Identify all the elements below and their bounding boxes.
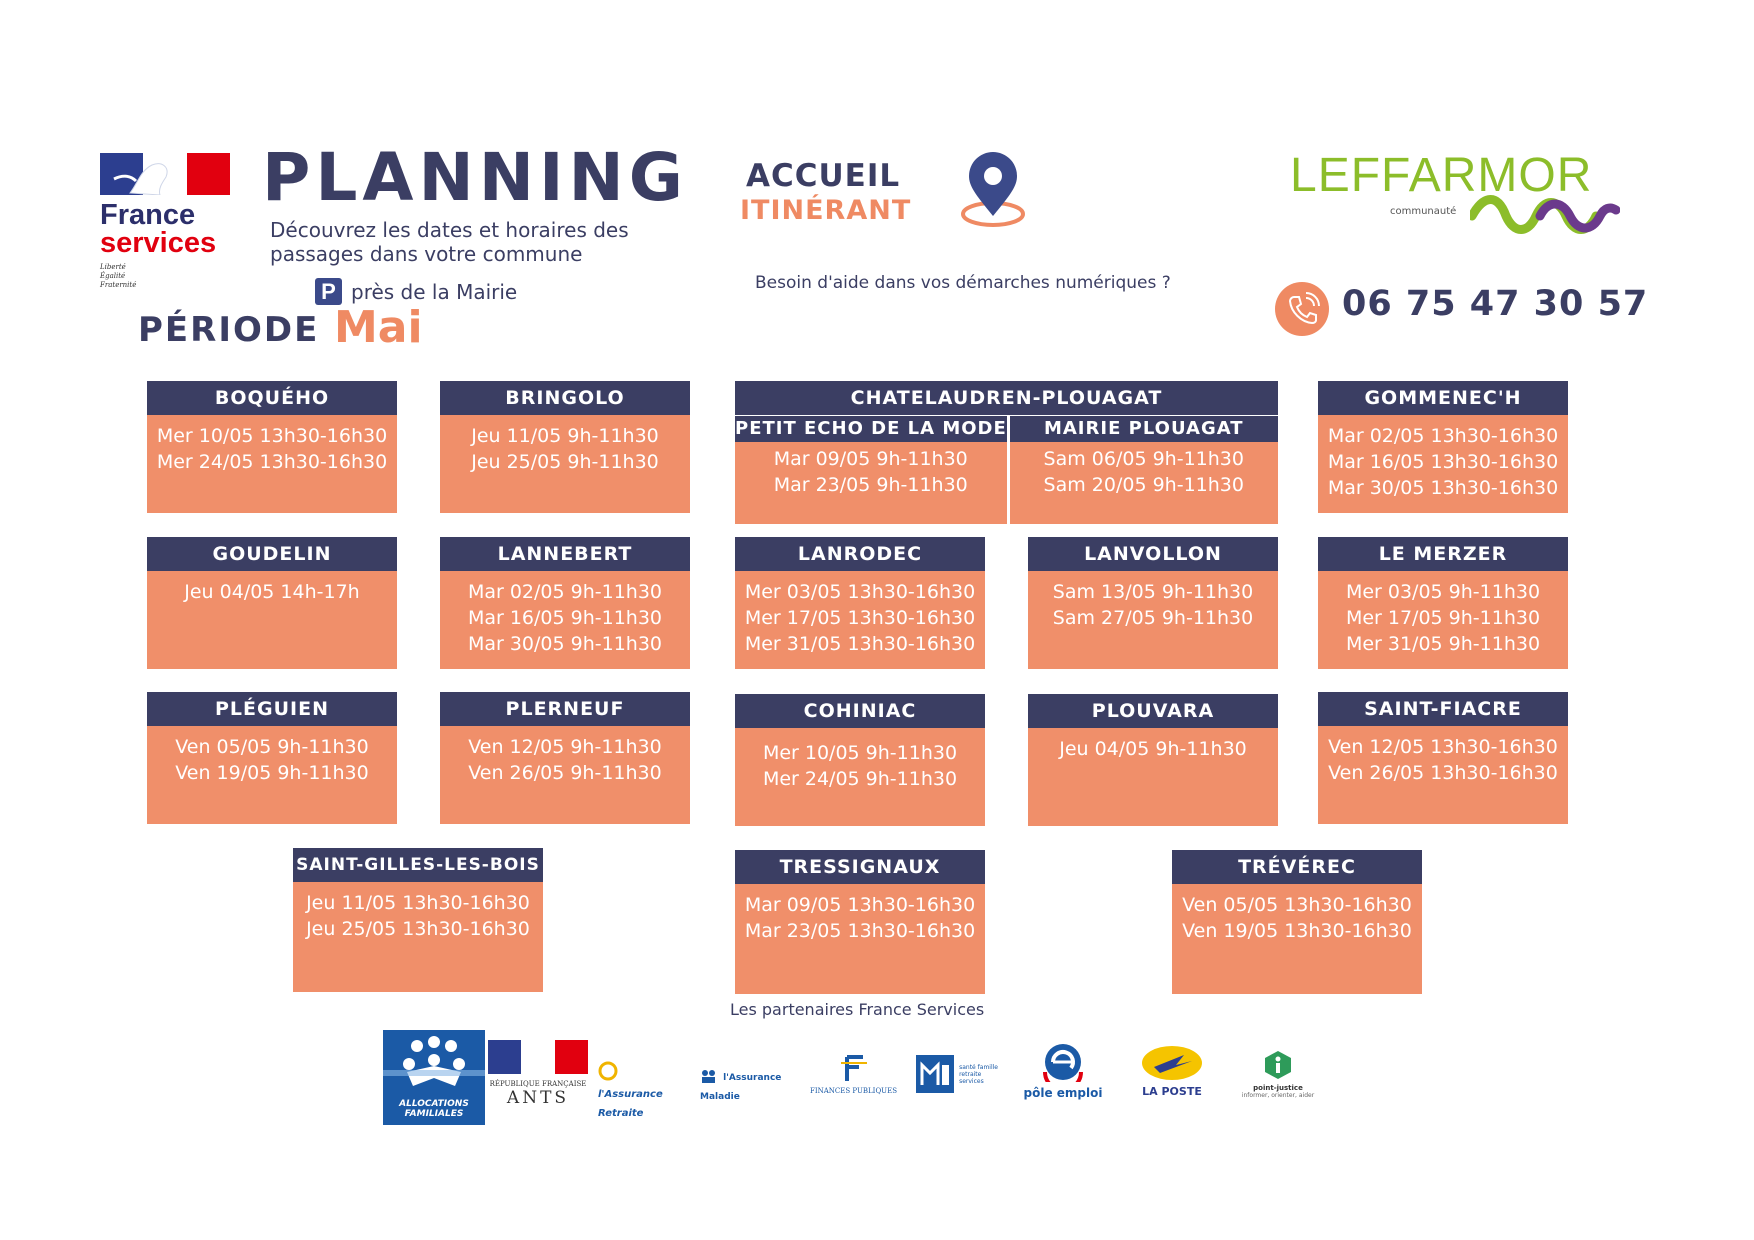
slot: Ven 05/05 13h30-16h30 — [1182, 894, 1412, 916]
ants-logo — [488, 1040, 588, 1115]
republique-flag-icon — [488, 1040, 588, 1076]
maladie-text: l'Assurance Maladie — [700, 1073, 782, 1102]
ants-sub: RÉPUBLIQUE FRANÇAISE — [489, 1080, 587, 1088]
commune-card-bringolo — [440, 381, 690, 513]
la-poste-text: LA POSTE — [1142, 1085, 1202, 1098]
slot: Mar 16/05 13h30-16h30 — [1327, 451, 1559, 473]
commune-card-gommenech — [1318, 381, 1568, 513]
msa-icon — [916, 1055, 954, 1093]
slot: Mar 02/05 9h-11h30 — [467, 581, 663, 603]
phone-icon — [1275, 282, 1329, 336]
commune-card-saint-fiacre — [1318, 692, 1568, 824]
commune-card-boqueho — [147, 381, 397, 513]
slot: Jeu 11/05 9h-11h30 — [471, 425, 659, 447]
help-question: Besoin d'aide dans vos démarches numériques ? — [755, 273, 1171, 293]
france-services-logo — [100, 153, 235, 290]
accueil-title: ACCUEIL — [746, 158, 901, 194]
commune-slots — [147, 571, 397, 669]
slot: Sam 06/05 9h-11h30 — [1043, 448, 1244, 470]
caf-text: ALLOCATIONS FAMILIALES — [399, 1099, 469, 1119]
slot: Mer 10/05 13h30-16h30 — [156, 425, 388, 447]
slot: Sam 13/05 9h-11h30 — [1052, 581, 1254, 603]
commune-name: PLERNEUF — [440, 692, 690, 726]
ants-text: ANTS — [506, 1088, 570, 1108]
la-poste-logo — [1132, 1045, 1212, 1098]
slot: Jeu 25/05 9h-11h30 — [471, 451, 659, 473]
parking-icon: P — [315, 278, 342, 305]
commune-slots — [440, 571, 690, 669]
france-services-word2: services — [100, 227, 217, 259]
commune-name: CHATELAUDREN-PLOUAGAT — [735, 381, 1278, 415]
commune-slots — [1318, 415, 1568, 513]
msa-text: santé famille retraite services — [959, 1063, 998, 1085]
msa-logo — [916, 1055, 1000, 1093]
commune-slots — [1172, 884, 1422, 994]
pole-emploi-icon — [1041, 1042, 1085, 1082]
commune-name: PLÉGUIEN — [147, 692, 397, 726]
slot: Sam 27/05 9h-11h30 — [1052, 607, 1254, 629]
slot: Mer 17/05 9h-11h30 — [1345, 607, 1541, 629]
commune-slots — [147, 415, 397, 513]
commune-slots — [147, 726, 397, 824]
commune-name: GOUDELIN — [147, 537, 397, 571]
commune-slots — [735, 571, 985, 669]
slot: Mar 02/05 13h30-16h30 — [1327, 425, 1559, 447]
commune-slots — [1318, 571, 1568, 669]
slot: Ven 19/05 9h-11h30 — [175, 762, 369, 784]
commune-name: BOQUÉHO — [147, 381, 397, 415]
point-justice-icon — [1263, 1050, 1293, 1080]
leffarmor-wave-icon — [1470, 190, 1620, 235]
slot: Mar 23/05 9h-11h30 — [773, 474, 968, 496]
commune-name: LE MERZER — [1318, 537, 1568, 571]
periode-label: PÉRIODE — [138, 310, 320, 350]
site-name: PETIT ECHO DE LA MODE — [735, 415, 1007, 442]
site-slots — [735, 442, 1007, 524]
commune-name: BRINGOLO — [440, 381, 690, 415]
partners-label: Les partenaires France Services — [730, 1000, 985, 1019]
point-justice-text: point-justice — [1253, 1084, 1303, 1092]
page-title: PLANNING — [262, 139, 688, 216]
commune-card-goudelin — [147, 537, 397, 669]
slot: Mer 31/05 9h-11h30 — [1345, 633, 1541, 655]
assurance-maladie-logo — [700, 1065, 795, 1103]
map-pin-icon — [955, 152, 1025, 232]
slot: Jeu 04/05 14h-17h — [184, 581, 360, 603]
commune-card-treverec — [1172, 850, 1422, 994]
site-slots — [1010, 442, 1279, 524]
slot: Ven 19/05 13h30-16h30 — [1182, 920, 1412, 942]
commune-slots — [735, 728, 985, 826]
commune-name: LANNEBERT — [440, 537, 690, 571]
slot: Jeu 04/05 9h-11h30 — [1059, 738, 1247, 760]
site-mairie-plouagat — [1007, 415, 1279, 524]
site-name: MAIRIE PLOUAGAT — [1010, 415, 1279, 442]
retraite-text: l'Assurance Retraite — [598, 1089, 663, 1119]
commune-name: PLOUVARA — [1028, 694, 1278, 728]
point-justice-logo — [1238, 1050, 1318, 1099]
commune-name: TRÉVÉREC — [1172, 850, 1422, 884]
slot: Mar 09/05 9h-11h30 — [773, 448, 968, 470]
commune-name: TRESSIGNAUX — [735, 850, 985, 884]
slot: Mar 30/05 9h-11h30 — [467, 633, 663, 655]
marianne-flag-icon — [100, 153, 230, 195]
slot: Jeu 25/05 13h30-16h30 — [306, 918, 530, 940]
commune-card-tressignaux — [735, 850, 985, 994]
retraite-swirl-icon — [598, 1060, 618, 1082]
assurance-retraite-logo — [598, 1060, 686, 1120]
finances-f-icon — [841, 1055, 867, 1083]
commune-name: LANRODEC — [735, 537, 985, 571]
slot: Ven 12/05 9h-11h30 — [468, 736, 662, 758]
slot: Mer 10/05 9h-11h30 — [762, 742, 958, 764]
commune-card-cohiniac — [735, 694, 985, 826]
commune-name: COHINIAC — [735, 694, 985, 728]
commune-slots — [440, 726, 690, 824]
commune-slots — [1318, 726, 1568, 824]
slot: Mer 03/05 13h30-16h30 — [744, 581, 976, 603]
slot: Ven 26/05 9h-11h30 — [468, 762, 662, 784]
finances-publiques-logo — [806, 1055, 901, 1095]
commune-card-chatelaudren-plouagat — [735, 381, 1278, 524]
slot: Mer 24/05 9h-11h30 — [762, 768, 958, 790]
france-services-word1: France — [100, 199, 196, 231]
slot: Jeu 11/05 13h30-16h30 — [306, 892, 530, 914]
commune-name: GOMMENEC'H — [1318, 381, 1568, 415]
slot: Mar 16/05 9h-11h30 — [467, 607, 663, 629]
slot: Mer 24/05 13h30-16h30 — [156, 451, 388, 473]
maladie-figures-icon — [700, 1068, 718, 1084]
parking-note — [315, 278, 517, 305]
commune-name: SAINT-GILLES-LES-BOIS — [293, 848, 543, 882]
commune-card-plouvara — [1028, 694, 1278, 826]
slot: Mar 23/05 13h30-16h30 — [744, 920, 976, 942]
leffarmor-logo-text: LEFFARMOR — [1290, 149, 1593, 202]
commune-slots — [293, 882, 543, 992]
commune-slots — [440, 415, 690, 513]
periode-value: Mai — [334, 302, 423, 353]
la-poste-bird-icon — [1140, 1045, 1204, 1081]
commune-card-lanrodec — [735, 537, 985, 669]
slot: Mar 30/05 13h30-16h30 — [1327, 477, 1559, 499]
commune-card-pleguien — [147, 692, 397, 824]
caf-logo — [383, 1030, 485, 1125]
commune-name: SAINT-FIACRE — [1318, 692, 1568, 726]
slot: Ven 26/05 13h30-16h30 — [1328, 762, 1558, 784]
site-petit-echo — [735, 415, 1007, 524]
parking-text: près de la Mairie — [351, 279, 518, 304]
commune-slots — [735, 884, 985, 994]
commune-slots — [1028, 728, 1278, 826]
finances-text: FINANCES PUBLIQUES — [809, 1087, 897, 1095]
pole-emploi-logo — [1018, 1042, 1108, 1100]
page-subtitle: Découvrez les dates et horaires des passages dans votre commune — [270, 218, 629, 266]
itinerant-title: ITINÉRANT — [740, 195, 912, 226]
slot: Ven 05/05 9h-11h30 — [175, 736, 369, 758]
point-justice-sub: informer, orienter, aider — [1241, 1092, 1315, 1099]
slot: Mer 17/05 13h30-16h30 — [744, 607, 976, 629]
slot: Sam 20/05 9h-11h30 — [1043, 474, 1244, 496]
slot: Mer 03/05 9h-11h30 — [1345, 581, 1541, 603]
slot: Mer 31/05 13h30-16h30 — [744, 633, 976, 655]
commune-card-lannebert — [440, 537, 690, 669]
caf-family-icon — [383, 1030, 485, 1090]
leffarmor-logo-sub: communauté — [1390, 206, 1457, 217]
commune-card-saint-gilles-les-bois — [293, 848, 543, 992]
republic-motto: Liberté Égalité Fraternité — [100, 263, 137, 289]
commune-card-le-merzer — [1318, 537, 1568, 669]
commune-slots — [1028, 571, 1278, 669]
slot: Mar 09/05 13h30-16h30 — [744, 894, 976, 916]
pole-emploi-text: pôle emploi — [1023, 1086, 1103, 1100]
commune-card-plerneuf — [440, 692, 690, 824]
slot: Ven 12/05 13h30-16h30 — [1328, 736, 1558, 758]
commune-name: LANVOLLON — [1028, 537, 1278, 571]
commune-card-lanvollon — [1028, 537, 1278, 669]
phone-number: 06 75 47 30 57 — [1342, 284, 1649, 324]
